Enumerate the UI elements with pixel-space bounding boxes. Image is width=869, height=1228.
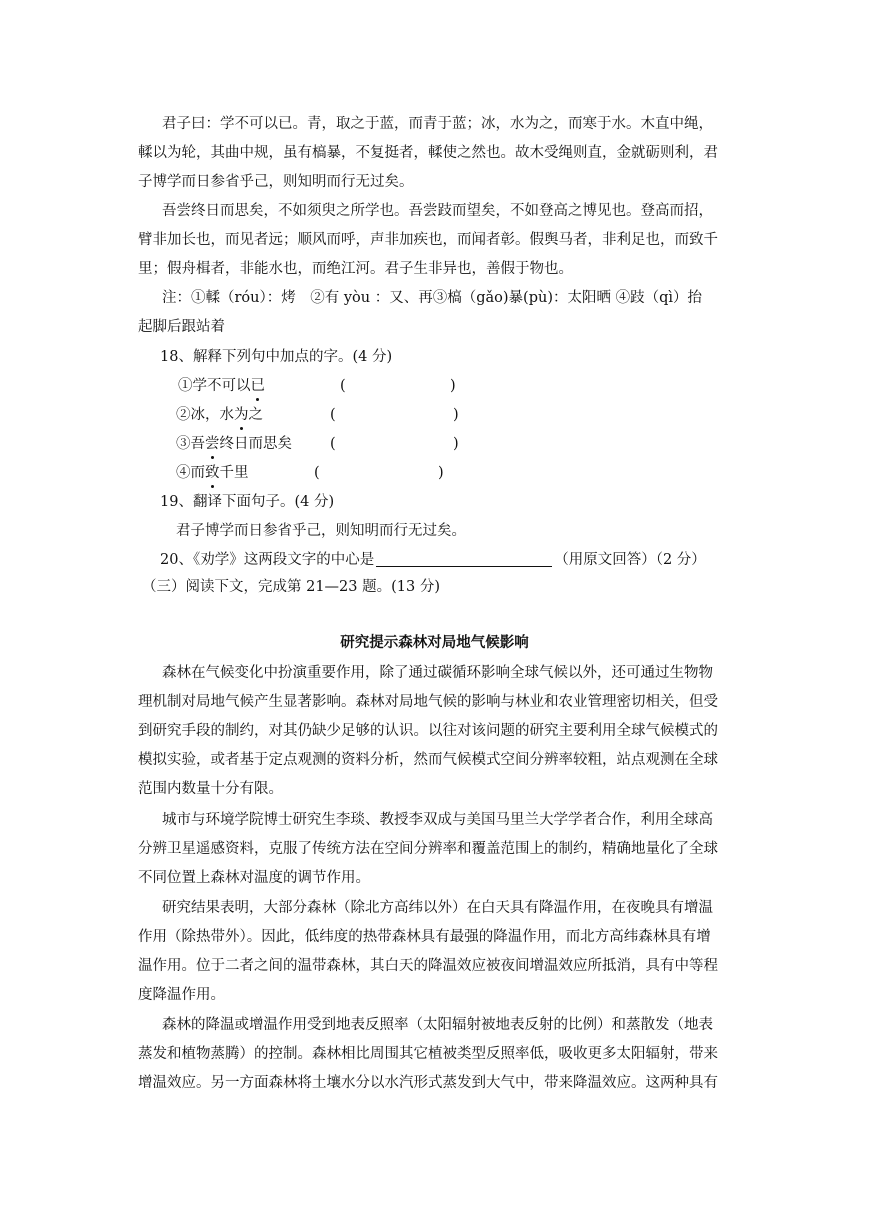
text-line: 臂非加长也，而见者远；顺风而呼，声非加疾也，而闻者彰。假舆马者，非利足也，而致千 (138, 232, 718, 248)
text-line: 注：①輮（róu）：烤 ②有 yòu ：又、再③槁（gǎo)暴(pù)：太阳晒 ④跂（qì）抬 (162, 290, 703, 306)
article-para-4 (138, 1011, 738, 1098)
text-line: 模拟实验，或者基于定点观测的资料分析，然而气候模式空间分辨率较粗，站点观测在全球 (138, 752, 718, 768)
section-3-heading: （三）阅读下文，完成第 21—23 题。(13 分) (142, 579, 440, 595)
text-line: 到研究手段的制约，对其仍缺少足够的认识。以往对该问题的研究主要利用全球气候模式的 (138, 723, 718, 739)
question-20-text: 20、《劝学》这两段文字的中心是 (160, 552, 375, 568)
answer-blank[interactable] (376, 550, 552, 567)
q18-item-1 (178, 376, 265, 396)
text-line: 增温效应。另一方面森林将土壤水分以水汽形式蒸发到大气中，带来降温效应。这两种具有 (138, 1075, 718, 1091)
text-line: 森林的降温或增温作用受到地表反照率（太阳辐射被地表反射的比例）和蒸散发（地表 (162, 1017, 713, 1033)
text-line: 作用（除热带外）。因此，低纬度的热带森林具有最强的降温作用，而北方高纬森林具有增 (138, 929, 711, 945)
q18-item-3 (176, 434, 292, 454)
question-18-stem: 18、解释下列句中加点的字。(4 分) (160, 349, 393, 365)
item-text: 学不可以 (192, 378, 251, 394)
answer-paren-close: ) (450, 378, 456, 394)
text-line: 理机制对局地气候产生显著影响。森林对局地气候的影响与林业和农业管理密切相关，但受 (138, 694, 718, 710)
item-number: ④ (176, 465, 191, 481)
answer-paren-close: ) (438, 465, 444, 481)
question-20 (160, 550, 706, 570)
text-line: 起脚后跟站着 (138, 319, 225, 335)
article-para-2 (138, 806, 738, 893)
item-number: ① (178, 378, 193, 394)
text-line: 度降温作用。 (138, 987, 225, 1003)
text-line: 蒸发和植物蒸腾）的控制。森林相比周围其它植被类型反照率低，吸收更多太阳辐射，带来 (138, 1046, 718, 1062)
answer-paren-open: ( (340, 378, 346, 394)
text-line: 吾尝终日而思矣，不如须臾之所学也。吾尝跂而望矣，不如登高之博见也。登高而招， (162, 203, 713, 219)
q18-item-4 (176, 463, 249, 483)
item-text: 千里 (219, 465, 249, 481)
answer-paren-close: ) (453, 436, 459, 452)
item-text: 之 (248, 407, 263, 423)
item-text: 吾 (190, 436, 205, 452)
dotted-char: 为 (234, 407, 249, 423)
text-line: 不同位置上森林对温度的调节作用。 (138, 870, 370, 886)
question-19-sentence: 君子博学而日参省乎己，则知明而行无过矣。 (176, 523, 466, 539)
text-line: 里；假舟楫者，非能水也，而绝江河。君子生非异也，善假于物也。 (138, 261, 573, 277)
question-20-suffix: （用原文回答）（2 分） (554, 552, 706, 568)
article-para-1 (138, 659, 738, 804)
dotted-char: 已 (250, 378, 265, 394)
answer-paren-open: ( (330, 436, 336, 452)
dotted-char: 致 (205, 465, 220, 481)
item-number: ③ (176, 436, 191, 452)
article-para-3 (138, 894, 738, 1010)
annotation-note (138, 284, 738, 342)
text-line: 研究结果表明，大部分森林（除北方高纬以外）在白天具有降温作用，在夜晚具有增温 (162, 900, 713, 916)
question-19-stem: 19、翻译下面句子。(4 分) (160, 494, 335, 510)
item-number: ② (176, 407, 191, 423)
classical-para-2 (138, 197, 738, 284)
text-line: 輮以为轮，其曲中规，虽有槁暴，不复挺者，輮使之然也。故木受绳则直，金就砺则利，君 (138, 145, 718, 161)
item-text: 终日而思矣 (219, 436, 292, 452)
item-text: 冰，水 (190, 407, 234, 423)
answer-paren-open: ( (330, 407, 336, 423)
answer-paren-open: ( (314, 465, 320, 481)
q18-item-2 (176, 405, 263, 425)
text-line: 温作用。位于二者之间的温带森林，其白天的降温效应被夜间增温效应所抵消，具有中等程 (138, 958, 718, 974)
text-line: 分辨卫星遥感资料，克服了传统方法在空间分辨率和覆盖范围上的制约，精确地量化了全球 (138, 841, 718, 857)
article-title: 研究提示森林对局地气候影响 (340, 635, 529, 651)
dotted-char: 尝 (205, 436, 220, 452)
item-text: 而 (190, 465, 205, 481)
text-line: 森林在气候变化中扮演重要作用，除了通过碳循环影响全球气候以外，还可通过生物物 (162, 665, 713, 681)
answer-paren-close: ) (453, 407, 459, 423)
text-line: 范围内数量十分有限。 (138, 781, 283, 797)
text-line: 君子曰：学不可以已。青，取之于蓝，而青于蓝；冰，水为之，而寒于水。木直中绳， (162, 116, 713, 132)
classical-para-1 (138, 110, 738, 197)
text-line: 子博学而日参省乎己，则知明而行无过矣。 (138, 174, 414, 190)
text-line: 城市与环境学院博士研究生李琰、教授李双成与美国马里兰大学学者合作，利用全球高 (162, 812, 713, 828)
